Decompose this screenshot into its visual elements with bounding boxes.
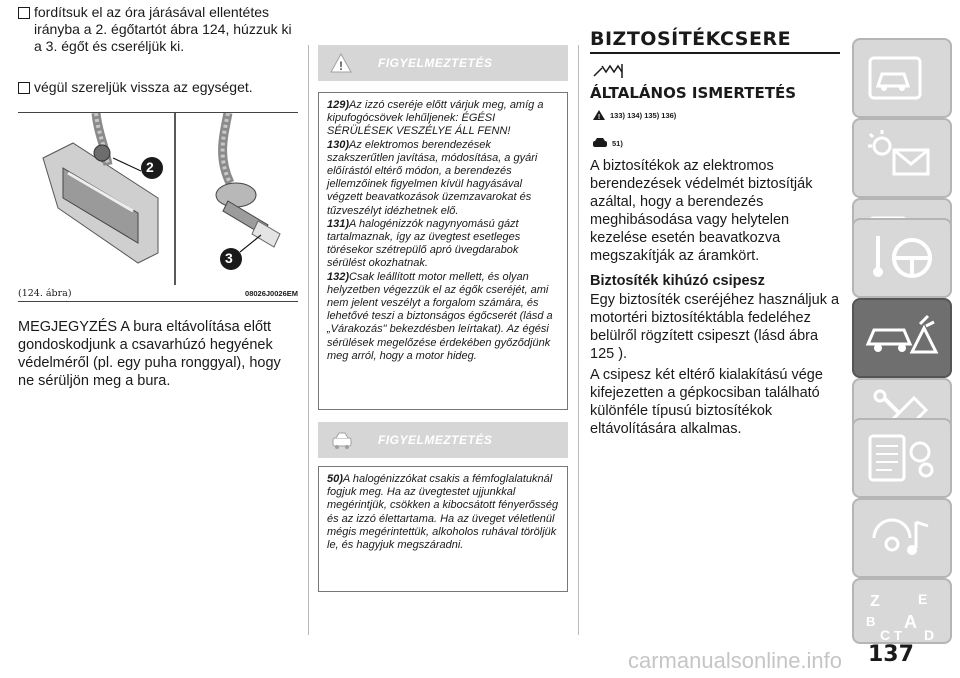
warning-item	[327, 473, 559, 552]
index-letter: Z	[870, 593, 880, 610]
warning-item-text: A halogénizzókat csakis a fémfoglalatuknál fogjuk meg. Ha az üvegtestet ujjunkkal megérintjük, csökken a kibocsátott fényerősség és az izzó élettartama. Ha az üveget véletlenül mégis megérintettük, alkoholos ruhával töröljük le, és hagyjuk megszáradni.	[327, 473, 559, 552]
callout-2-label: 2	[146, 159, 154, 175]
warning-item	[327, 218, 559, 271]
warning-lights-icon	[864, 128, 944, 188]
warning-item-text: A halogénizzók nagynyomású gázt tartalmaznak, így az üvegtest esetleges törésekor szétrepülő apró üvegdarabok sérülést okozhatnak.	[327, 217, 521, 270]
car-caution-icon	[592, 137, 608, 149]
warning-triangle-icon	[592, 109, 606, 121]
paragraph-1: A biztosítékok az elektromos berendezések védelmét biztosítják azáltal, hogy a berendezés meghibásodása vagy helytelen kezelése esetén beavatkozva megszakítják az áramkört.	[590, 158, 813, 264]
instruction-text-2: végül szereljük vissza az egységet.	[34, 79, 253, 95]
callout-3-label: 3	[225, 250, 233, 266]
car-caution-icon	[330, 430, 354, 450]
warning-box-1	[318, 92, 568, 410]
column-separator-2	[578, 45, 579, 635]
note-paragraph: MEGJEGYZÉS A bura eltávolítása előtt gondoskodjunk a csavarhúzó hegyének védelméről (pl. egy puha ronggyal), hogy ne sérüljön meg a bura.	[18, 319, 281, 389]
fuse-symbol-icon	[592, 62, 628, 80]
warning-item	[327, 99, 559, 139]
warning-item-number: 129)	[327, 99, 350, 111]
figure-code: 08026J0026EM	[245, 289, 298, 298]
page-number: 137	[868, 642, 914, 667]
tab-technical-data[interactable]	[852, 418, 952, 498]
warning-item-text: Csak leállított motor mellett, és olyan helyzetben végezzük el az égők cseréjét, ami nem jelent veszélyt a forgalom számára, és lehetővé teszi a biztonságos égőcserét (lásd a „Várakozás" bekezdésben leírtakat). Az égési sérülések megelőzése érdekében győződjünk meg arról, hogy a motor hideg.	[327, 270, 553, 362]
caution-reference-row	[592, 137, 623, 149]
emergency-icon	[864, 308, 944, 368]
checkbox-bullet-icon	[18, 7, 30, 19]
multimedia-icon	[864, 508, 944, 568]
subsection-title	[590, 84, 796, 103]
technical-data-icon	[864, 428, 944, 488]
warning-item-number: 130)	[327, 138, 350, 151]
heading-fuse-puller-text: Biztosíték kihúzó csipesz	[590, 273, 765, 289]
warning-triangle-icon	[330, 53, 352, 73]
tab-multimedia[interactable]	[852, 498, 952, 578]
tab-warning-lights[interactable]	[852, 118, 952, 198]
section-title-rule	[590, 52, 840, 54]
tab-emergency[interactable]	[852, 298, 952, 378]
figure-caption: (124. ábra)	[18, 288, 72, 299]
car-info-icon	[864, 48, 944, 108]
index-letter: C	[880, 627, 891, 643]
warning-header-1	[318, 45, 568, 81]
checkbox-bullet-icon	[18, 82, 30, 94]
figure-caption-row	[18, 288, 298, 302]
warning-reference-row	[592, 109, 676, 121]
figure-bottom-rule	[18, 301, 298, 302]
instruction-text-1: fordítsuk el az óra járásával ellentétes irányba a 2. égőtartót ábra 124, húzzuk ki a 3. égőt és cseréljük ki.	[34, 4, 292, 54]
warning-title-2: FIGYELMEZTETÉS	[378, 433, 493, 447]
watermark: carmanualsonline.info	[628, 648, 843, 673]
warning-item	[327, 139, 559, 218]
warning-item-text: Az elektromos berendezések szakszerűtlen javítása, módosítása, a gyári előírástól eltérő módon, a berendezés jellemzőinek figyelmen kívül hagyásával végzett beavatkozások üzemzavarokat és tűzveszélyt idézhetnek elő.	[327, 138, 538, 217]
column-separator-1	[308, 45, 309, 635]
index-letter: T	[894, 628, 902, 643]
steering-wheel-icon	[864, 228, 944, 288]
paragraph-2: Egy biztosíték cseréjéhez használjuk a motortéri biztosítéktábla fedeléhez belülről rögzített csipeszt (lásd ábra 125 ).	[590, 292, 840, 362]
warning-title-1: FIGYELMEZTETÉS	[378, 56, 493, 70]
index-letter: E	[918, 591, 928, 607]
svg-text:!: !	[597, 114, 601, 121]
section-title	[590, 28, 791, 50]
section-title-text: BIZTOSÍTÉKCSERE	[590, 28, 792, 50]
instruction-bullet-2	[18, 79, 298, 96]
warning-item-text: Az izzó cseréje előtt várjuk meg, amíg a kipufogócsövek lehűljenek: ÉGÉSI SÉRÜLÉSEK VESZÉLYE ÁLL FENN!	[327, 99, 544, 138]
subsection-title-text: ÁLTALÁNOS ISMERTETÉS	[590, 84, 797, 102]
caution-ref: 51)	[612, 138, 623, 148]
tab-car-info[interactable]	[852, 38, 952, 118]
tab-starting-and-driving-main-tab[interactable]	[852, 218, 952, 298]
tab-index[interactable]	[852, 578, 952, 644]
heading-fuse-puller	[590, 272, 842, 290]
warning-item-number: 50)	[327, 473, 343, 485]
warning-box-2	[318, 466, 568, 592]
index-letter: A	[904, 612, 917, 632]
paragraph-3: A csipesz két eltérő kialakítású vége kifejezetten a gépkocsiban található különféle típusú biztosítékok eltávolítására alkalmas.	[590, 367, 823, 437]
svg-text:!: !	[339, 59, 343, 73]
lamp-illustration	[18, 113, 298, 285]
index-letter: D	[924, 627, 935, 643]
warning-refs: 133) 134) 135) 136)	[610, 110, 677, 120]
index-icon	[864, 588, 944, 644]
warning-header-2	[318, 422, 568, 458]
instruction-bullet-1	[18, 4, 298, 55]
warning-item	[327, 271, 559, 363]
figure-124	[18, 113, 298, 285]
warning-item-number: 132)	[327, 270, 350, 283]
index-letter: B	[866, 614, 876, 629]
warning-item-number: 131)	[327, 217, 350, 230]
